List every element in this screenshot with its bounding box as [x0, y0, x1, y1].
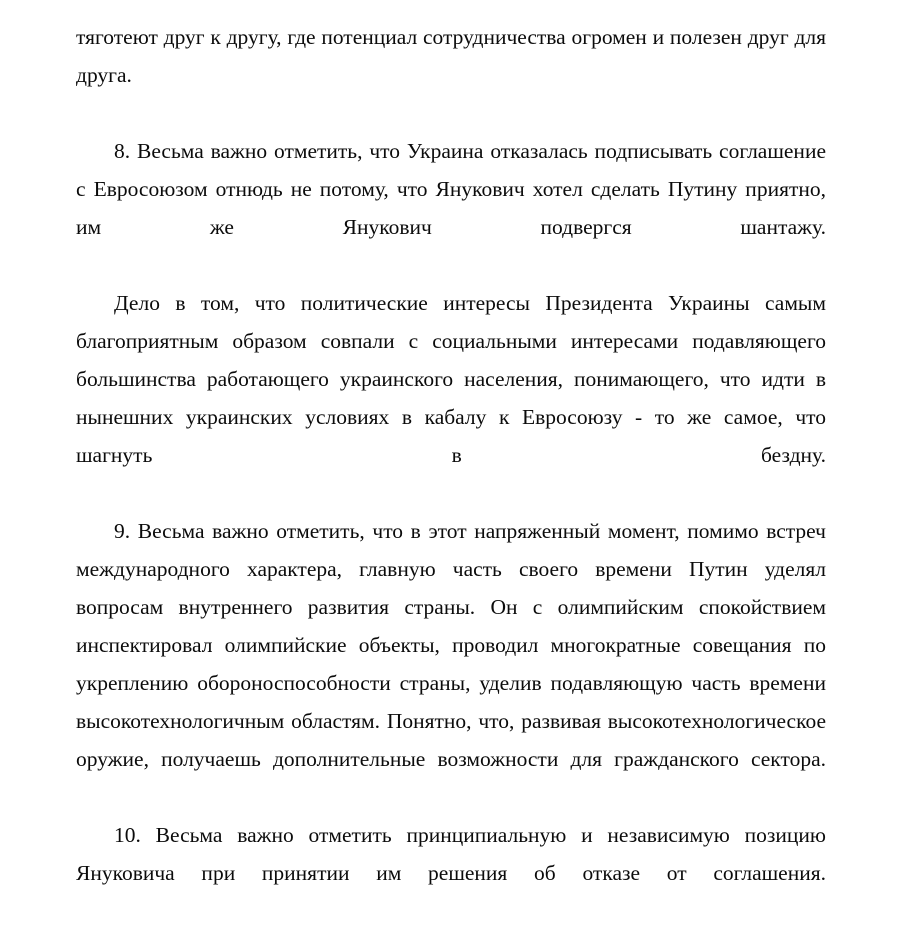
paragraph-explanation: Дело в том, что политические интересы Президента Украины самым благоприятным образом совпали с социальными интересами подавляющего большинства работающего украинского населения, понимающего, что идти в нынешних украинских условиях в кабалу к Евросоюзу - то же самое, что шагнуть в бездну. — [76, 291, 826, 467]
paragraph-item-8: 8. Весьма важно отметить, что Украина отказалась подписывать соглашение с Евросоюзом отнюдь не потому, что Янукович хотел сделать Путину приятно, им же Янукович подвергся шантажу. — [76, 139, 826, 239]
paragraph-item-9: 9. Весьма важно отметить, что в этот напряженный момент, помимо встреч международного характера, главную часть своего времени Путин уделял вопросам внутреннего развития страны. Он с олимпийским спокойствием инспектировал олимпийские объекты, проводил многократные совещания по укреплению обороноспособности страны, уделив подавляющую часть времени высокотехнологичным областям. Понятно, что, развивая высокотехнологическое оружие, получаешь дополнительные возможности для гражданского сектора. — [76, 519, 826, 771]
paragraph-continuation: тяготеют друг к другу, где потенциал сотрудничества огромен и полезен друг для друга. — [76, 25, 826, 87]
paragraph-item-10: 10. Весьма важно отметить принципиальную и независимую позицию Януковича при принятии им решения об отказе от соглашения. — [76, 823, 826, 885]
document-text-body — [76, 18, 826, 930]
